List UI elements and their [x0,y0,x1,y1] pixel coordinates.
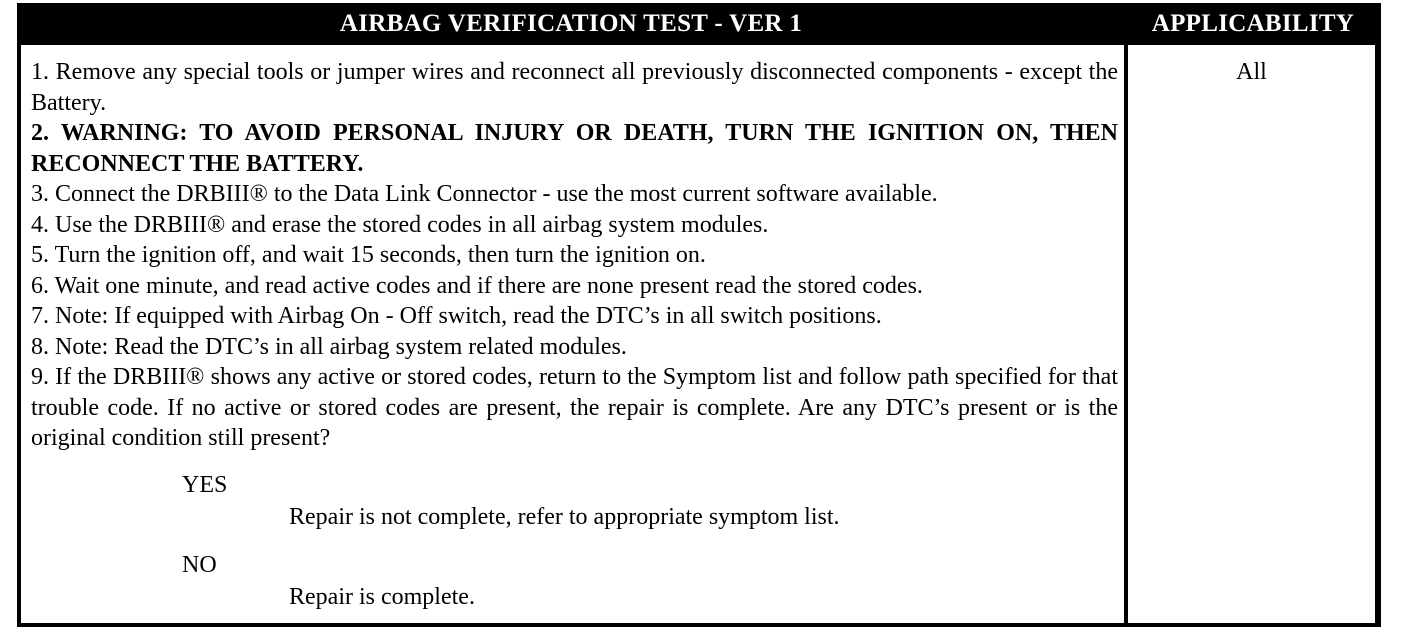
outcome-yes-label: YES [182,472,228,498]
verification-table [17,3,1381,627]
outcome-yes-text: Repair is not complete, refer to appropriate symptom list. [289,504,840,530]
table-header-applicability: APPLICABILITY [1151,10,1355,37]
outcome-no-label: NO [182,552,217,578]
step-5: 5. Turn the ignition off, and wait 15 seconds, then turn the ignition on. [31,242,706,268]
step-6: 6. Wait one minute, and read active codes and if there are none present read the stored codes. [31,272,923,299]
step-list [31,57,1118,454]
table-header-title: AIRBAG VERIFICATION TEST - VER 1 [339,10,803,37]
step-3: 3. Connect the DRBIII® to the Data Link Connector - use the most current software available. [31,181,938,207]
outcome-no-text: Repair is complete. [289,584,475,610]
applicability-cell [1128,45,1375,623]
procedure-cell [21,45,1124,623]
step-4: 4. Use the DRBIII® and erase the stored codes in all airbag system modules. [31,211,769,238]
applicability-value: All [1236,59,1267,85]
step-2-warning: 2. WARNING: TO AVOID PERSONAL INJURY OR DEATH, TURN THE IGNITION ON, THEN RECONNECT THE BATTERY. [31,120,1118,177]
step-7: 7. Note: If equipped with Airbag On - Off switch, read the DTC’s in all switch positions. [31,303,882,329]
step-9: 9. If the DRBIII® shows any active or stored codes, return to the Symptom list and follow path specified for that trouble code. If no active or stored codes are present, the repair is complete. Are any DTC’s present or is the original condition still present? [31,364,1118,451]
step-1: 1. Remove any special tools or jumper wires and reconnect all previously disconnected components - except the Battery. [31,59,1118,116]
step-8: 8. Note: Read the DTC’s in all airbag system related modules. [31,333,627,360]
